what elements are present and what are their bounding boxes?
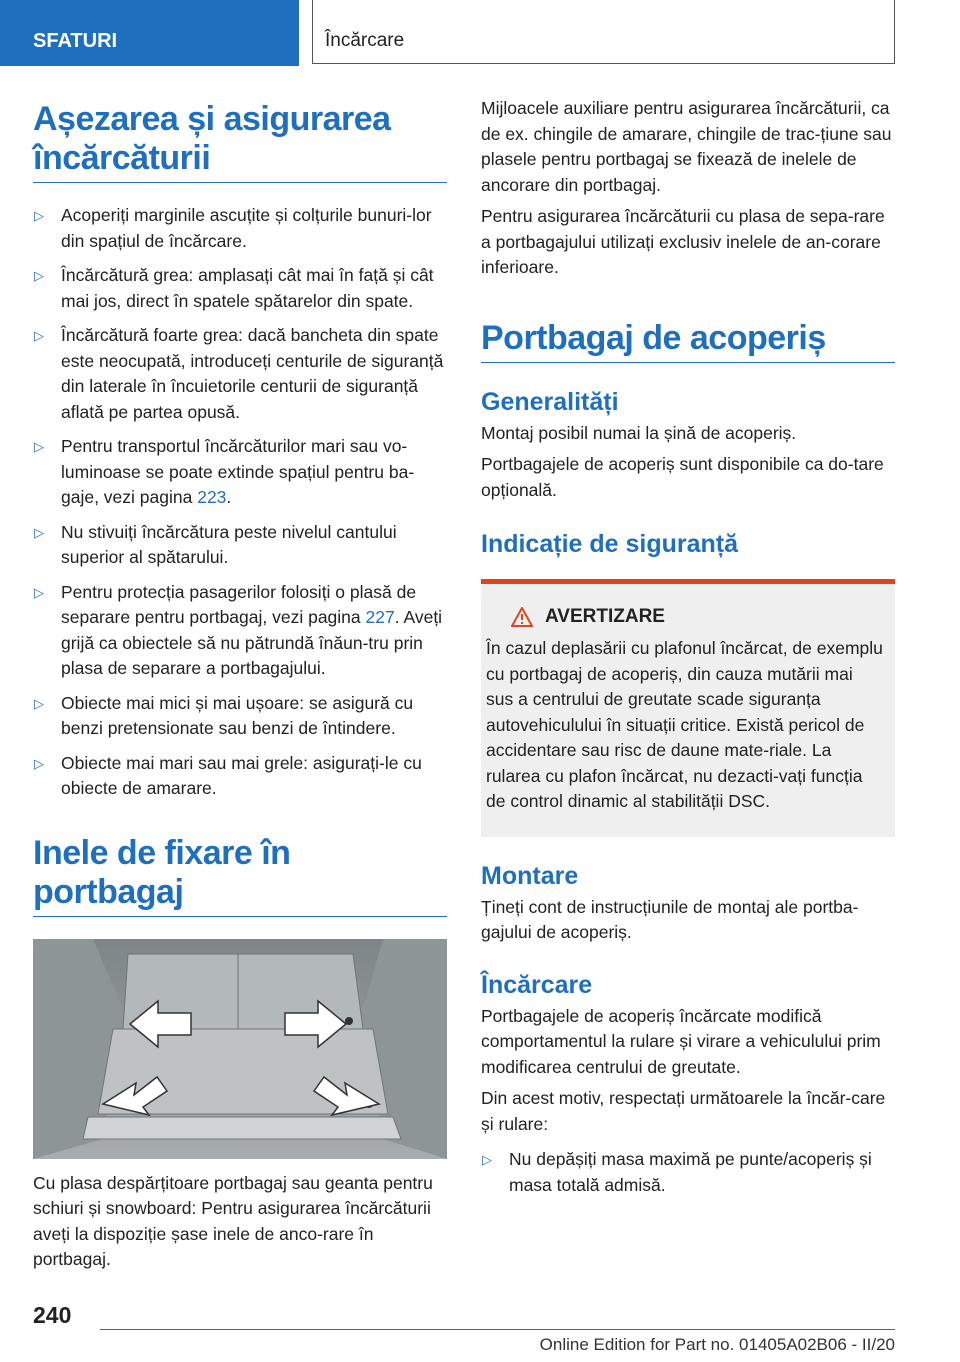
section-title-anchor-rings: Inele de fixare în portbagaj [33,834,447,917]
list-item: ▷ Încărcătură foarte grea: dacă bancheta din spate este neocupată, introduceți centurile de siguranță din laterale în încuietorile centurii de siguranță aflată pe partea opusă. [34,325,444,422]
page-link-223[interactable]: 223 [197,487,227,507]
loading-bullet-list [33,203,447,802]
paragraph: Portbagajele de acoperiș sunt disponibile ca do-tare opțională. [481,454,884,500]
list-item: ▷ Pentru transportul încărcăturilor mari sau vo-luminoase se poate extinde spațiul pentru ba-gaje, vezi pagina 223. [34,436,415,507]
edition-note: Online Edition for Part no. 01405A02B06 - II/20 [539,1335,895,1354]
section-title-roof-rack: Portbagaj de acoperiș [481,319,895,363]
page-link-227[interactable]: 227 [365,607,395,627]
list-item: ▷ Nu depășiți masa maximă pe punte/acoperiș și masa totală admisă. [482,1149,872,1195]
triangle-bullet-icon: ▷ [34,695,44,711]
paragraph: Montaj posibil numai la șină de acoperiș. [481,422,797,443]
chapter-tab[interactable]: Încărcare [312,0,895,64]
triangle-bullet-icon: ▷ [34,584,44,600]
triangle-bullet-icon: ▷ [34,268,44,283]
photo-caption: Cu plasa despărțitoare portbagaj sau geanta pentru schiuri și snowboard: Pentru asigurarea încărcăturii aveți la dispoziție șase inele de anco-rare în portbagaj. [33,1172,433,1269]
page-number: 240 [33,1302,72,1328]
paragraph: Portbagajele de acoperiș încărcate modifică comportamentul la rulare și virare a vehiculului prim modificarea centrului de greutate. [481,1005,881,1077]
warning-box [481,579,895,837]
warning-header [486,606,883,628]
subheading-loading: Încărcare [481,970,593,999]
section-tab[interactable]: SFATURI [0,0,299,66]
left-column [33,100,447,1273]
list-item: ▷ Acoperiți marginile ascuțite și colțurile bunuri-lor din spațiul de încărcare. [34,205,432,251]
triangle-bullet-icon: ▷ [34,439,44,454]
list-item: ▷ Pentru protecția pasagerilor folosiți o plasă de separare pentru portbagaj, vezi pagina 227. Aveți grijă ca obiectele să nu pătrundă înăun-tru prin plasa de separare a portbagajului. [34,581,443,678]
triangle-bullet-icon: ▷ [34,328,44,343]
paragraph: Mijloacele auxiliare pentru asigurarea încărcăturii, ca de ex. chingile de amarare, chingile de trac-țiune sau plasele pentru portbagaj se fixează de inelele de ancorare din portbagaj. [481,98,892,195]
triangle-bullet-icon: ▷ [482,1152,492,1167]
paragraph: Din acest motiv, respectați următoarele la încăr-care și rulare: [481,1088,886,1134]
paragraph: Pentru asigurarea încărcăturii cu plasa de sepa-rare a portbagajului utilizați exclusiv inelele de an-corare inferioare. [481,206,885,277]
subheading-safety: Indicație de siguranță [481,530,739,558]
warning-text: În cazul deplasării cu plafonul încărcat, de exemplu cu portbagaj de acoperiș, din cauza mutării mai sus a centrului de greutate scade siguranța autovehiculului în situații critice. Există pericol de accidentare sau risc de daune mate-riale. La rularea cu plafon încărcat, nu dezacti-vați funcția de control dinamic al stabilității DSC. [486,638,883,811]
list-item: ▷ Obiecte mai mici și mai ușoare: se asigură cu benzi pretensionate sau benzi de întindere. [34,692,414,738]
subheading-general: Generalități [481,387,619,416]
paragraph: Țineți cont de instrucțiunile de montaj ale portba-gajului de acoperiș. [481,896,859,942]
triangle-bullet-icon: ▷ [34,524,44,540]
section-title-loading: Așezarea și asigurarea încărcăturii [33,100,447,183]
trunk-anchor-rings-photo [33,939,447,1159]
roof-loading-list [481,1147,895,1198]
triangle-bullet-icon: ▷ [34,208,44,223]
subheading-mounting: Montare [481,861,579,890]
page-header [0,0,960,66]
warning-triangle-icon [511,607,533,627]
triangle-bullet-icon: ▷ [34,755,44,771]
list-item: ▷ Obiecte mai mari sau mai grele: asigurați-le cu obiecte de amarare. [34,752,422,798]
right-column [481,100,895,1207]
list-item: ▷ Încărcătură grea: amplasați cât mai în față și cât mai jos, direct în spatele spătarelor din spate. [34,265,434,311]
warning-label: AVERTIZARE [545,606,665,627]
footer-divider [100,1329,895,1330]
list-item: ▷ Nu stivuiți încărcătura peste nivelul cantului superior al spătarului. [34,521,397,567]
